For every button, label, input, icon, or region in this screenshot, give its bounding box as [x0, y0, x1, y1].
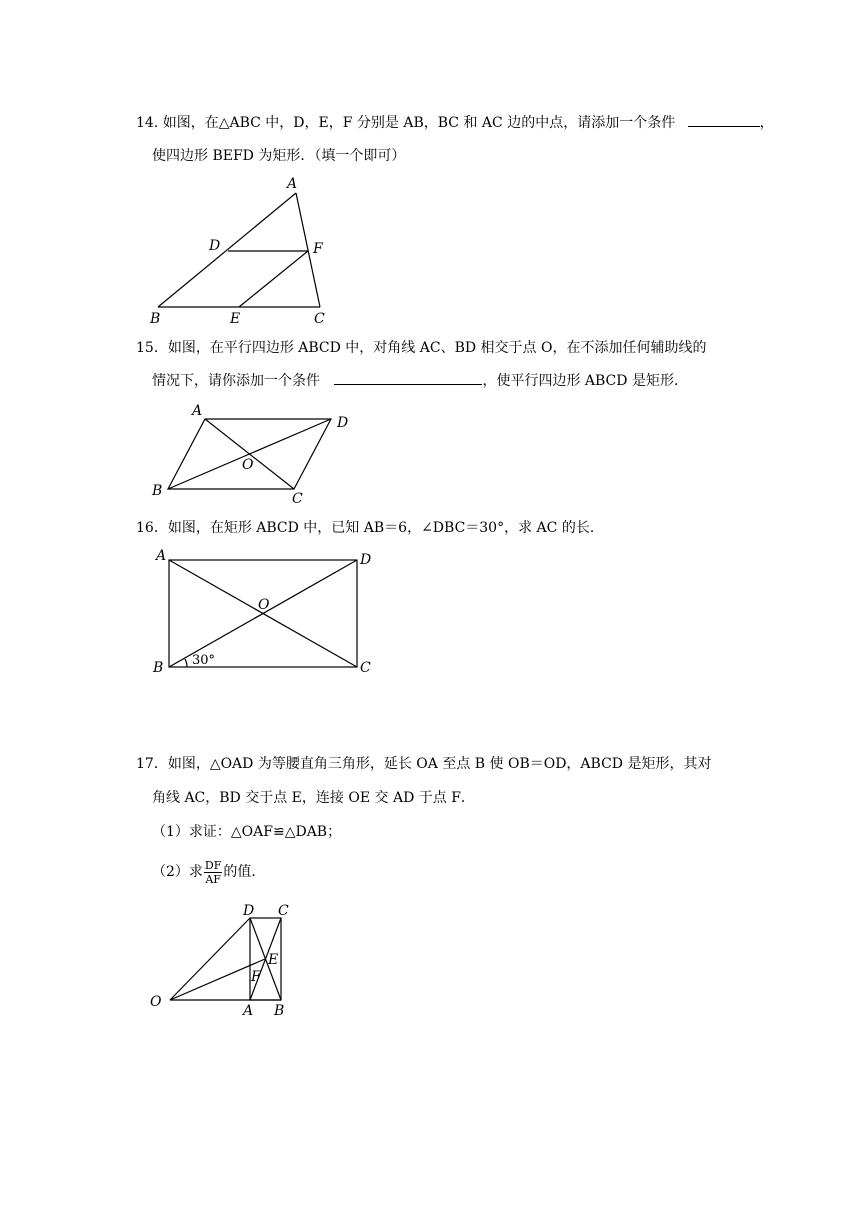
q15-answer-blank[interactable]: [334, 370, 482, 385]
q14-text: 14. 如图，在△ABC 中，D，E，F 分别是 AB，BC 和 AC 边的中点，请添加一个条件: [136, 115, 676, 131]
label-d: D: [337, 415, 349, 431]
label-f: F: [251, 969, 261, 985]
label-o: O: [258, 597, 270, 613]
q15-line1: 15．如图，在平行四边形 ABCD 中，对角线 AC、BD 相交于点 O，在不添加任何辅助线的: [136, 340, 707, 356]
label-a: A: [156, 548, 167, 564]
q17-part2: （2）求 $\frac{DF}{AF}$ 的值．: [152, 858, 266, 886]
label-b: B: [153, 660, 164, 676]
label-b: B: [150, 311, 161, 327]
q17-line1: 17．如图，△OAD 为等腰直角三角形，延长 OA 至点 B 使 OB＝OD，ABCD 是矩形，其对: [136, 756, 712, 772]
segment-ef: [239, 251, 308, 307]
label-c: C: [314, 311, 325, 327]
diagonal-bd: [168, 419, 331, 489]
q14-figure: [148, 175, 348, 325]
label-b: B: [152, 483, 163, 499]
q15-figure: [148, 403, 358, 507]
q15-line2: 情况下，请你添加一个条件 ，使平行四边形 ABCD 是矩形．: [152, 370, 688, 391]
label-f: F: [313, 241, 323, 257]
q14-answer-blank[interactable]: [688, 112, 760, 127]
q16-line1: 16．如图，在矩形 ABCD 中，已知 AB＝6，∠DBC＝30°，求 AC 的长．: [136, 520, 604, 536]
label-c: C: [292, 491, 303, 507]
label-e: E: [268, 952, 279, 968]
label-o: O: [150, 994, 162, 1010]
label-a: A: [192, 403, 203, 419]
q17-figure: [148, 902, 308, 1022]
label-d: D: [360, 552, 372, 568]
label-d: D: [243, 903, 255, 919]
q14-line2: 使四边形 BEFD 为矩形．（填一个即可）: [152, 148, 406, 164]
segment-ba: [158, 193, 296, 307]
angle-arc: [185, 659, 187, 667]
label-a: A: [243, 1003, 254, 1019]
q16-figure: [150, 548, 380, 678]
q17-part1: （1）求证：△OAF≌△DAB；: [152, 824, 342, 840]
label-b: B: [274, 1003, 285, 1019]
label-o: O: [242, 457, 254, 473]
label-c: C: [360, 660, 371, 676]
angle-label: 30°: [192, 653, 216, 668]
q14-line1: 14. 如图，在△ABC 中，D，E，F 分别是 AB，BC 和 AC 边的中点，请添加一个条件 ，: [136, 112, 774, 133]
q17-line2: 角线 AC，BD 交于点 E，连接 OE 交 AD 于点 F．: [152, 790, 475, 806]
label-c: C: [278, 903, 289, 919]
fraction-df-af: $\frac{DF}{AF}$: [204, 858, 222, 886]
label-d: D: [209, 238, 221, 254]
segment-od: [170, 918, 250, 1000]
label-e: E: [230, 311, 241, 327]
label-a: A: [287, 176, 298, 192]
